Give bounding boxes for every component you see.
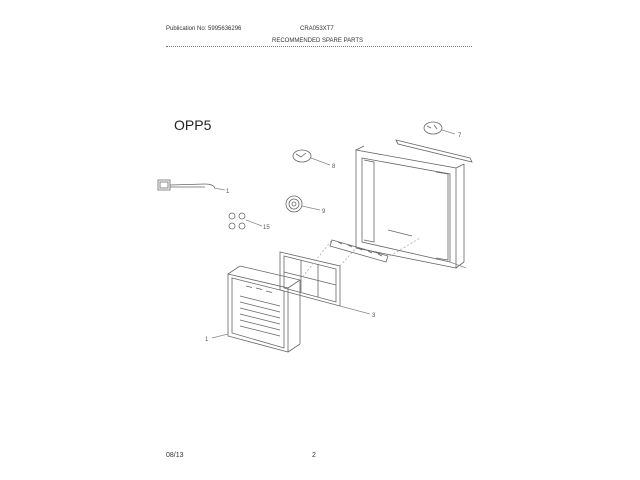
- top-rail-part: [396, 122, 472, 162]
- air-filter-part: [280, 252, 370, 314]
- callout-9: 9: [322, 209, 326, 215]
- callout-3: 3: [372, 313, 376, 319]
- diagram-label: OPP5: [174, 117, 212, 133]
- callout-1-grille: 1: [205, 337, 209, 343]
- callout-1-cord: 1: [226, 189, 230, 195]
- callout-7: 7: [458, 133, 462, 139]
- header-divider: [166, 46, 472, 47]
- footer-date: 08/13: [166, 452, 184, 459]
- section-title: RECOMMENDED SPARE PARTS: [272, 38, 364, 44]
- callout-8: 8: [332, 164, 336, 170]
- power-cord-part: [158, 180, 225, 190]
- publication-number: Publication No: 5995636296: [166, 26, 242, 32]
- screws-part: [229, 213, 262, 229]
- page-number: 2: [312, 452, 316, 459]
- filter-strip-part: [330, 240, 388, 262]
- exploded-parts-diagram: [150, 120, 490, 360]
- model-number: CRA053XT7: [300, 26, 334, 32]
- front-grille-part: [212, 266, 300, 352]
- coil-part: [286, 196, 320, 212]
- bracket-part: [293, 150, 330, 165]
- callout-15: 15: [263, 225, 270, 231]
- window-frame-part: [356, 146, 466, 268]
